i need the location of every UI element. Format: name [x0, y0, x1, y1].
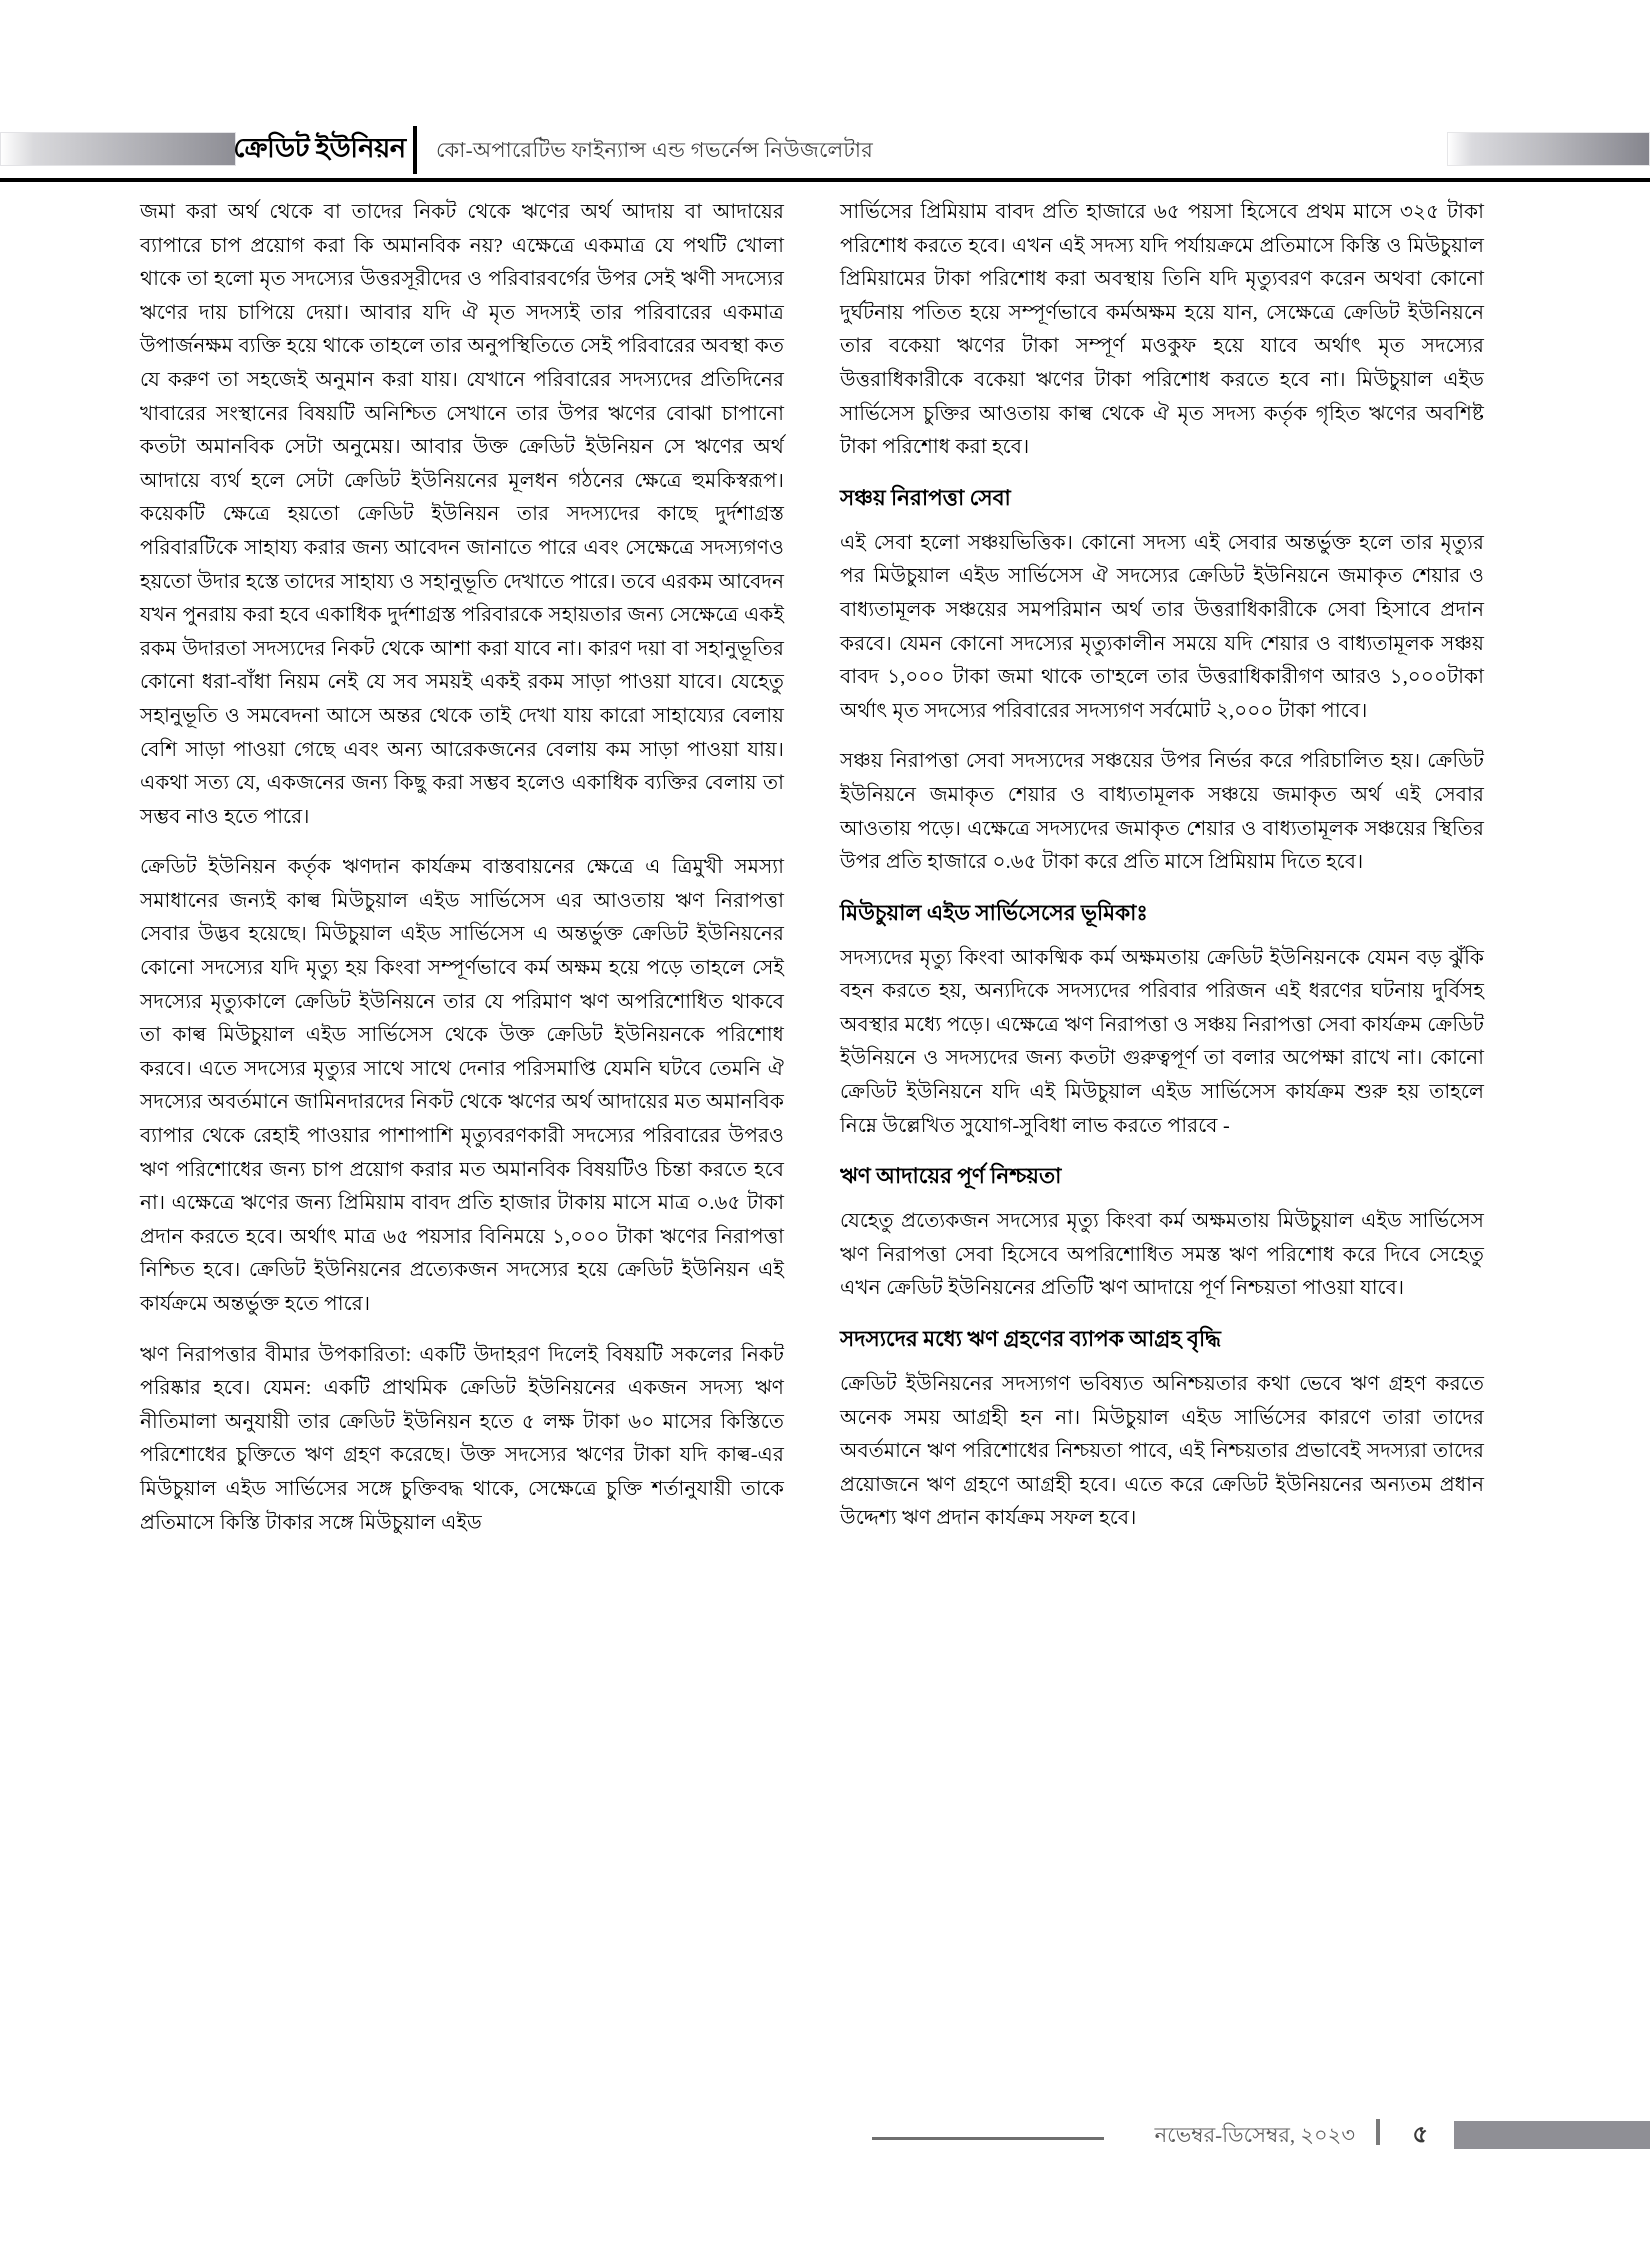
- newsletter-subtitle: কো-অপারেটিভ ফাইন্যান্স এন্ড গভর্নেন্স নিউজলেটার: [436, 138, 874, 162]
- page-masthead: [0, 118, 1650, 180]
- section-heading: সঞ্চয় নিরাপত্তা সেবা: [840, 485, 1011, 510]
- footer-issue-date: নভেম্বর-ডিসেম্বর, ২০২৩: [1154, 2123, 1355, 2147]
- section-heading: ঋণ আদায়ের পূর্ণ নিশ্চয়তা: [840, 1164, 1062, 1189]
- article-body: [0, 196, 1650, 2056]
- publication-logo: [233, 124, 407, 176]
- paragraph: জমা করা অর্থ থেকে বা তাদের নিকট থেকে ঋণের অর্থ আদায় বা আদায়ের ব্যাপারে চাপ প্রয়োগ করা কি অমানবিক নয়? এক্ষেত্রে একমাত্র যে পথটি খোলা থাকে তা হলো মৃত সদস্যের উত্তরসূরীদের ও পরিবারবর্গের উপর সেই ঋণী সদস্যের ঋণের দায় চাপিয়ে দেয়া। আবার যদি ঐ মৃত সদস্যই তার পরিবারের একমাত্র উপার্জনক্ষম ব্যক্তি হয়ে থাকে তাহলে তার অনুপস্থিতিতে সেই পরিবারের অবস্থা কত যে করুণ তা সহজেই অনুমান করা যায়। যেখানে পরিবারের সদস্যদের প্রতিদিনের খাবারের সংস্থানের বিষয়টি অনিশ্চিত সেখানে তার উপর ঋণের বোঝা চাপানো কতটা অমানবিক সেটা অনুমেয়। আবার উক্ত ক্রেডিট ইউনিয়ন সে ঋণের অর্থ আদায়ে ব্যর্থ হলে সেটা ক্রেডিট ইউনিয়নের মূলধন গঠনের ক্ষেত্রে হুমকিস্বরূপ। কয়েকটি ক্ষেত্রে হয়তো ক্রেডিট ইউনিয়ন তার সদস্যদের কাছে দুর্দশাগ্রস্ত পরিবারটিকে সাহায্য করার জন্য আবেদন জানাতে পারে এবং সেক্ষেত্রে সদস্যগণও হয়তো উদার হস্তে তাদের সাহায্য ও সহানুভূতি দেখাতে পারে। তবে এরকম আবেদন যখন পুনরায় করা হবে একাধিক দুর্দশাগ্রস্ত পরিবারকে সহায়তার জন্য সেক্ষেত্রে একই রকম উদারতা সদস্যদের নিকট থেকে আশা করা যাবে না। কারণ দয়া বা সহানুভূতির কোনো ধরা-বাঁধা নিয়ম নেই যে সব সময়ই একই রকম সাড়া পাওয়া যাবে। যেহেতু সহানুভূতি ও সমবেদনা আসে অন্তর থেকে তাই দেখা যায় কারো সাহায্যের বেলায় বেশি সাড়া পাওয়া গেছে এবং অন্য আরেকজনের বেলায় কম সাড়া পাওয়া যায়। একথা সত্য যে, একজনের জন্য কিছু করা সম্ভব হলেও একাধিক ব্যক্তির বেলায় তা সম্ভব নাও হতে পারে।: [140, 201, 784, 828]
- publication-logo-text: ক্রেডিট ইউনিয়ন: [233, 132, 407, 163]
- section-heading: সদস্যদের মধ্যে ঋণ গ্রহণের ব্যাপক আগ্রহ বৃদ্ধি: [840, 1327, 1221, 1352]
- section-heading: মিউচুয়াল এইড সার্ভিসেসের ভূমিকাঃ: [840, 900, 1148, 925]
- masthead-divider: [413, 126, 417, 174]
- paragraph: সদস্যদের মৃত্যু কিংবা আকষ্মিক কর্ম অক্ষমতায় ক্রেডিট ইউনিয়নকে যেমন বড় ঝুঁকি বহন করতে হয়, অন্যদিকে সদস্যদের পরিবার পরিজন এই ধরণের ঘটনায় দুর্বিসহ অবস্থার মধ্যে পড়ে। এক্ষেত্রে ঋণ নিরাপত্তা ও সঞ্চয় নিরাপত্তা সেবা কার্যক্রম ক্রেডিট ইউনিয়নে ও সদস্যদের জন্য কতটা গুরুত্বপূর্ণ তা বলার অপেক্ষা রাখে না। কোনো ক্রেডিট ইউনিয়নে যদি এই মিউচুয়াল এইড সার্ভিসেস কার্যক্রম শুরু হয় তাহলে নিম্নে উল্লেখিত সুযোগ-সুবিধা লাভ করতে পারবে -: [840, 946, 1484, 1137]
- left-column: [140, 196, 784, 2056]
- paragraph: সঞ্চয় নিরাপত্তা সেবা সদস্যদের সঞ্চয়ের উপর নির্ভর করে পরিচালিত হয়। ক্রেডিট ইউনিয়নে জমাকৃত শেয়ার ও বাধ্যতামূলক সঞ্চয়ে জমাকৃত অর্থ এই সেবার আওতায় পড়ে। এক্ষেত্রে সদস্যদের জমাকৃত শেয়ার ও বাধ্যতামূলক সঞ্চয়ের স্থিতির উপর প্রতি হাজারে ০.৬৫ টাকা করে প্রতি মাসে প্রিমিয়াম দিতে হবে।: [840, 750, 1484, 874]
- footer-rule: [872, 2137, 1104, 2140]
- right-column: [840, 196, 1484, 2056]
- paragraph: ক্রেডিট ইউনিয়ন কর্তৃক ঋণদান কার্যক্রম বাস্তবায়নের ক্ষেত্রে এ ত্রিমুখী সমস্যা সমাধানের জন্যই কাল্ব মিউচুয়াল এইড সার্ভিসেস এর আওতায় ঋণ নিরাপত্তা সেবার উদ্ভব হয়েছে। মিউচুয়াল এইড সার্ভিসেস এ অন্তর্ভুক্ত ক্রেডিট ইউনিয়নের কোনো সদস্যের যদি মৃত্যু হয় কিংবা সম্পূর্ণভাবে কর্ম অক্ষম হয়ে পড়ে তাহলে সেই সদস্যের মৃত্যুকালে ক্রেডিট ইউনিয়নে তার যে পরিমাণ ঋণ অপরিশোধিত থাকবে তা কাল্ব মিউচুয়াল এইড সার্ভিসেস থেকে উক্ত ক্রেডিট ইউনিয়নকে পরিশোধ করবে। এতে সদস্যের মৃত্যুর সাথে সাথে দেনার পরিসমাপ্তি যেমনি ঘটবে তেমনি ঐ সদস্যের অবর্তমানে জামিনদারদের নিকট থেকে ঋণের অর্থ আদায়ের মত অমানবিক ব্যাপার থেকে রেহাই পাওয়ার পাশাপাশি মৃত্যুবরণকারী সদস্যের পরিবারের উপরও ঋণ পরিশোধের জন্য চাপ প্রয়োগ করার মত অমানবিক বিষয়টিও চিন্তা করতে হবে না। এক্ষেত্রে ঋণের জন্য প্রিমিয়াম বাবদ প্রতি হাজার টাকায় মাসে মাত্র ০.৬৫ টাকা প্রদান করতে হবে। অর্থাৎ মাত্র ৬৫ পয়সার বিনিময়ে ১,০০০ টাকা ঋণের নিরাপত্তা নিশ্চিত হবে। ক্রেডিট ইউনিয়নের প্রত্যেকজন সদস্যের হয়ে ক্রেডিট ইউনিয়ন এই কার্যক্রমে অন্তর্ভুক্ত হতে পারে।: [140, 856, 784, 1315]
- paragraph: ক্রেডিট ইউনিয়নের সদস্যগণ ভবিষ্যত অনিশ্চয়তার কথা ভেবে ঋণ গ্রহণ করতে অনেক সময় আগ্রহী হন না। মিউচুয়াল এইড সার্ভিসের কারণে তারা তাদের অবর্তমানে ঋণ পরিশোধের নিশ্চয়তা পাবে, এই নিশ্চয়তার প্রভাবেই সদস্যরা তাদের প্রয়োজনে ঋণ গ্রহণে আগ্রহী হবে। এতে করে ক্রেডিট ইউনিয়নের অন্যতম প্রধান উদ্দেশ্য ঋণ প্রদান কার্যক্রম সফল হবে।: [840, 1373, 1484, 1530]
- page-footer: [0, 2115, 1650, 2157]
- paragraph: যেহেতু প্রত্যেকজন সদস্যের মৃত্যু কিংবা কর্ম অক্ষমতায় মিউচুয়াল এইড সার্ভিসেস ঋণ নিরাপত্তা সেবা হিসেবে অপরিশোধিত সমস্ত ঋণ পরিশোধ করে দিবে সেহেতু এখন ক্রেডিট ইউনিয়নের প্রতিটি ঋণ আদায়ে পূর্ণ নিশ্চয়তা পাওয়া যাবে।: [840, 1210, 1484, 1300]
- masthead-underline-rule: [0, 178, 1650, 182]
- paragraph: সার্ভিসের প্রিমিয়াম বাবদ প্রতি হাজারে ৬৫ পয়সা হিসেবে প্রথম মাসে ৩২৫ টাকা পরিশোধ করতে হবে। এখন এই সদস্য যদি পর্যায়ক্রমে প্রতিমাসে কিস্তি ও মিউচুয়াল প্রিমিয়ামের টাকা পরিশোধ করা অবস্থায় তিনি যদি মৃত্যুবরণ করেন অথবা কোনো দুর্ঘটনায় পতিত হয়ে সম্পূর্ণভাবে কর্মঅক্ষম হয়ে যান, সেক্ষেত্রে ক্রেডিট ইউনিয়নে তার বকেয়া ঋণের টাকা সম্পূর্ণ মওকুফ হয়ে যাবে অর্থাৎ মৃত সদস্যের উত্তরাধিকারীকে বকেয়া ঋণের টাকা পরিশোধ করতে হবে না। মিউচুয়াল এইড সার্ভিসেস চুক্তির আওতায় কাল্ব থেকে ঐ মৃত সদস্য কর্তৃক গৃহিত ঋণের অবশিষ্ট টাকা পরিশোধ করা হবে।: [840, 201, 1484, 459]
- masthead-right-gradient-bar: [1447, 132, 1650, 166]
- paragraph: ঋণ নিরাপত্তার বীমার উপকারিতা: একটি উদাহরণ দিলেই বিষয়টি সকলের নিকট পরিষ্কার হবে। যেমন: একটি প্রাথমিক ক্রেডিট ইউনিয়নের একজন সদস্য ঋণ নীতিমালা অনুযায়ী তার ক্রেডিট ইউনিয়ন হতে ৫ লক্ষ টাকা ৬০ মাসের কিস্তিতে পরিশোধের চুক্তিতে ঋণ গ্রহণ করেছে। উক্ত সদস্যের ঋণের টাকা যদি কাল্ব-এর মিউচুয়াল এইড সার্ভিসের সঙ্গে চুক্তিবদ্ধ থাকে, সেক্ষেত্রে চুক্তি শর্তানুযায়ী তাকে প্রতিমাসে কিস্তি টাকার সঙ্গে মিউচুয়াল এইড: [140, 1343, 784, 1534]
- paragraph: এই সেবা হলো সঞ্চয়ভিত্তিক। কোনো সদস্য এই সেবার অন্তর্ভুক্ত হলে তার মৃত্যুর পর মিউচুয়াল এইড সার্ভিসেস ঐ সদস্যের ক্রেডিট ইউনিয়নে জমাকৃত শেয়ার ও বাধ্যতামূলক সঞ্চয়ের সমপরিমান অর্থ তার উত্তরাধিকারীকে সেবা হিসাবে প্রদান করবে। যেমন কোনো সদস্যের মৃত্যুকালীন সময়ে যদি শেয়ার ও বাধ্যতামূলক সঞ্চয় বাবদ ১,০০০ টাকা জমা থাকে তা'হলে তার উত্তরাধিকারীগণ আরও ১,০০০টাকা অর্থাৎ মৃত সদস্যের পরিবারের সদস্যগণ সর্বমোট ২,০০০ টাকা পাবে।: [840, 531, 1484, 722]
- footer-gray-bar: [1454, 2121, 1650, 2149]
- masthead-left-gradient-bar: [0, 132, 236, 166]
- footer-separator: [1376, 2119, 1380, 2145]
- footer-page-number: ৫: [1412, 2122, 1428, 2148]
